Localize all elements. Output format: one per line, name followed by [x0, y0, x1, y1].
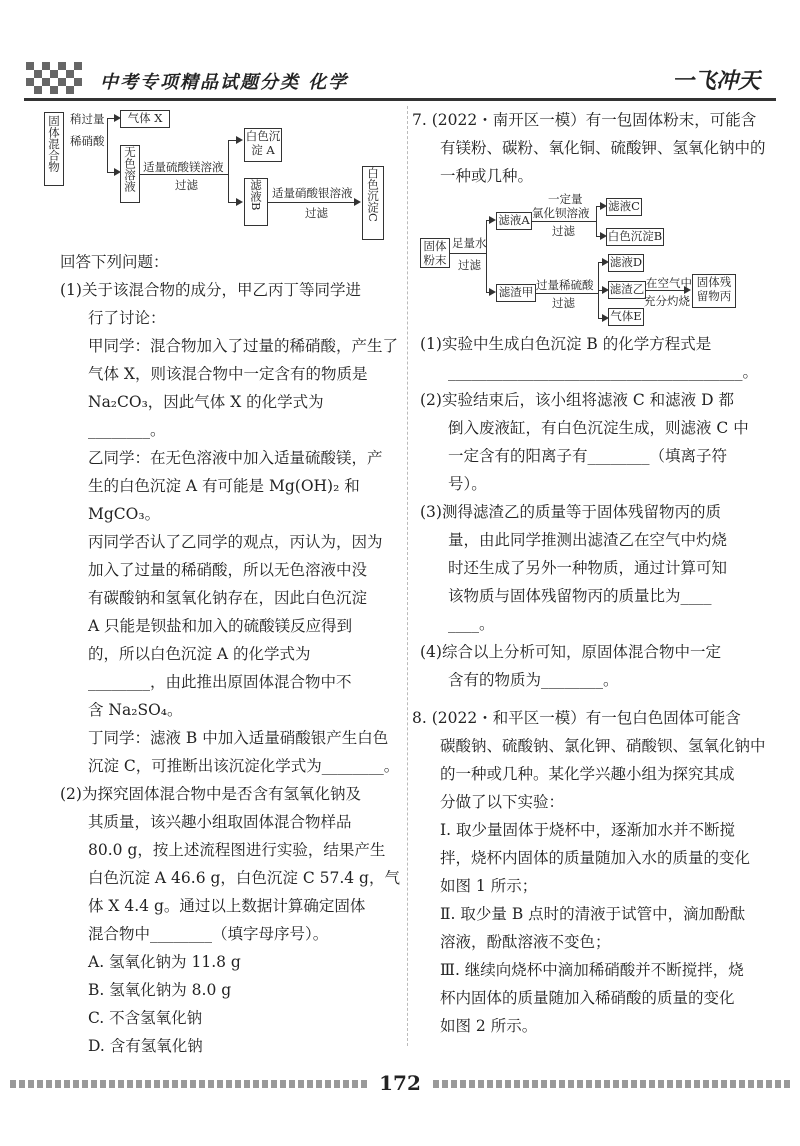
column-divider: [407, 106, 408, 1046]
q7-s2-top2: 氯化钡溶液: [532, 206, 590, 220]
text-line: 气体 X，则该混合物中一定含有的物质是: [88, 365, 368, 383]
text-line: 混合物中________（填字母序号）。: [88, 925, 329, 943]
text-line: 分做了以下实验：: [440, 793, 565, 811]
text-line: 碳酸钠、硫酸钠、氯化钾、硝酸钡、氢氧化钠中: [440, 737, 766, 755]
text-line: 生的白色沉淀 A 有可能是 Mg(OH)₂ 和: [88, 477, 360, 495]
text-line: 一定含有的阳离子有________（填离子符: [448, 447, 728, 465]
step-2: Ⅱ. 取少量 B 点时的清液于试管中，滴加酚酞: [440, 905, 746, 923]
text-line: 杯内固体的质量随加入稀硝酸的质量的变化: [440, 989, 735, 1007]
text-line: 含 Na₂SO₄。: [88, 701, 183, 719]
q7-residue-yi: 滤渣乙: [608, 281, 646, 299]
q7-residue-bing: 固体残留物丙: [692, 274, 736, 308]
option-c: C. 不含氢氧化钠: [88, 1009, 203, 1027]
q7-part4: (4)综合以上分析可知，原固体混合物中一定: [420, 643, 721, 661]
student-jia-line: 甲同学：混合物加入了过量的稀硝酸，产生了: [88, 337, 399, 355]
text-line: 量，由此同学推测出滤渣乙在空气中灼烧: [448, 531, 728, 549]
text-line: 白色沉淀 A 46.6 g，白色沉淀 C 57.4 g，气: [88, 869, 400, 887]
q7-filtrate-c: 滤液C: [606, 198, 642, 216]
text-line: 如图 1 所示；: [440, 877, 538, 895]
q7-s1-top: 足量水: [452, 236, 487, 250]
q7-part3: (3)测得滤渣乙的质量等于固体残留物丙的质: [420, 503, 721, 521]
flow-filtrate-b-box: [244, 178, 268, 226]
student-bing-line: 丙同学否认了乙同学的观点，丙认为，因为: [88, 533, 383, 551]
page-number: 172: [370, 1068, 430, 1098]
q7-part1: (1)实验中生成白色沉淀 B 的化学方程式是: [420, 335, 712, 353]
flow-start-label: 固体混合物: [47, 115, 61, 173]
text-line: 沉淀 C，可推断出该沉淀化学式为________。: [88, 757, 400, 775]
flow-step2-top: 适量硫酸镁溶液: [143, 160, 224, 174]
flow-step1-bottom: 稀硝酸: [70, 134, 105, 148]
text-line: 时还生成了另外一种物质，通过计算可知: [448, 559, 728, 577]
text-line: A 只能是钡盐和加入的硫酸镁反应得到: [88, 617, 353, 635]
flow-step3-bottom: 过滤: [305, 206, 328, 220]
text-line: 有碳酸钠和氢氧化钠存在，因此白色沉淀: [88, 589, 368, 607]
left-column: [60, 248, 400, 1060]
text-line: 回答下列问题：: [60, 253, 169, 271]
q7-s1-bottom: 过滤: [458, 258, 481, 272]
header-title: 中考专项精品试题分类 化学: [100, 72, 349, 93]
text-line: 其质量，该兴趣小组取固体混合物样品: [88, 813, 352, 831]
brand-logo: 一飞冲天: [671, 68, 760, 94]
option-d: D. 含有氢氧化钠: [88, 1037, 203, 1055]
q7-s3-bottom: 过滤: [552, 296, 575, 310]
q7-filtrate-a: 滤液A: [496, 212, 532, 230]
q7-s2-top1: 一定量: [548, 192, 583, 206]
step-3: Ⅲ. 继续向烧杯中滴加稀硝酸并不断搅拌，烧: [440, 961, 744, 979]
q7-precip-b: 白色沉淀B: [606, 228, 664, 246]
flow-step3-top: 适量硝酸银溶液: [272, 186, 353, 200]
answer-blank-line: ______________________________________。: [448, 363, 759, 381]
text-line: 的一种或几种。某化学兴趣小组为探究其成: [440, 765, 735, 783]
q7-filtrate-d: 滤液D: [608, 254, 644, 272]
q7-questions: [420, 330, 782, 694]
flow-precip-c-label: 白色沉淀C: [366, 167, 380, 222]
q7-s2-bottom: 过滤: [552, 224, 575, 238]
text-line: 体 X 4.4 g。通过以上数据计算确定固体: [88, 897, 366, 915]
text-line: 该物质与固体残留物丙的质量比为____: [448, 587, 712, 605]
flow-solution-box: [120, 145, 140, 203]
flow-precip-a-box: 白色沉淀 A: [244, 128, 282, 162]
header-rule: [24, 98, 776, 101]
text-line: ____。: [448, 615, 495, 633]
student-yi-line: 乙同学：在无色溶液中加入适量硫酸镁，产: [88, 449, 383, 467]
flow-gas-x-box: 气体 X: [120, 110, 170, 128]
text-line: 溶液，酚酞溶液不变色；: [440, 933, 611, 951]
step-1: Ⅰ. 取少量固体于烧杯中，逐渐加水并不断搅: [440, 821, 735, 839]
flow-step1-top: 稍过量: [70, 112, 105, 126]
flow-start-box: [44, 112, 64, 186]
text-line: 拌，烧杯内固体的质量随加入水的质量的变化: [440, 849, 751, 867]
q6-part2-line: (2)为探究固体混合物中是否含有氢氧化钠及: [60, 785, 361, 803]
q6-part1-line: (1)关于该混合物的成分，甲乙丙丁等同学进: [60, 281, 361, 299]
text-line: 一种或几种。: [440, 167, 534, 185]
q7-part2: (2)实验结束后，该小组将滤液 C 和滤液 D 都: [420, 391, 734, 409]
q7-s4-bottom: 充分灼烧: [644, 294, 690, 308]
text-line: 含有的物质为________。: [448, 671, 619, 689]
text-line: 倒入废液缸，有白色沉淀生成，则滤液 C 中: [448, 419, 749, 437]
text-line: Na₂CO₃，因此气体 X 的化学式为________。: [88, 393, 324, 439]
q7-s3-top: 过量稀硫酸: [536, 278, 594, 292]
q7-residue-jia: 滤渣甲: [496, 284, 536, 302]
text-line: 80.0 g，按上述流程图进行实验，结果产生: [88, 841, 386, 859]
header-decoration: [26, 62, 88, 94]
text-line: ________，由此推出原固体混合物中不: [88, 673, 352, 691]
text-line: 加入了过量的稀硝酸，所以无色溶液中没: [88, 561, 368, 579]
text-line: MgCO₃。: [88, 505, 161, 523]
q7-start-box: 固体粉末: [420, 238, 450, 268]
q8-block: [412, 704, 782, 1040]
flow-step2-bottom: 过滤: [175, 178, 198, 192]
q7-gas-e: 气体E: [608, 308, 644, 326]
option-a: A. 氢氧化钠为 11.8 g: [88, 953, 241, 971]
text-line: 号）。: [448, 475, 487, 493]
q7-s4-top: 在空气中: [646, 276, 692, 290]
text-line: 的，所以白色沉淀 A 的化学式为: [88, 645, 311, 663]
q7-intro: [412, 106, 782, 190]
flow-precip-c-box: [362, 166, 384, 240]
text-line: 有镁粉、碳粉、氧化铜、硫酸钾、氢氧化钠中的: [440, 139, 766, 157]
flow-filtrate-b-label: 滤液B: [249, 179, 263, 211]
student-ding-line: 丁同学：滤液 B 中加入适量硝酸银产生白色: [88, 729, 389, 747]
text-line: 如图 2 所示。: [440, 1017, 538, 1035]
text-line: 行了讨论：: [88, 309, 166, 327]
flow-solution-label: 无色溶液: [123, 146, 137, 192]
option-b: B. 氢氧化钠为 8.0 g: [88, 981, 232, 999]
q8-heading: 8. (2022・和平区一模）有一包白色固体可能含: [412, 709, 741, 727]
q7-heading: 7. (2022・南开区一模）有一包固体粉末，可能含: [412, 111, 757, 129]
